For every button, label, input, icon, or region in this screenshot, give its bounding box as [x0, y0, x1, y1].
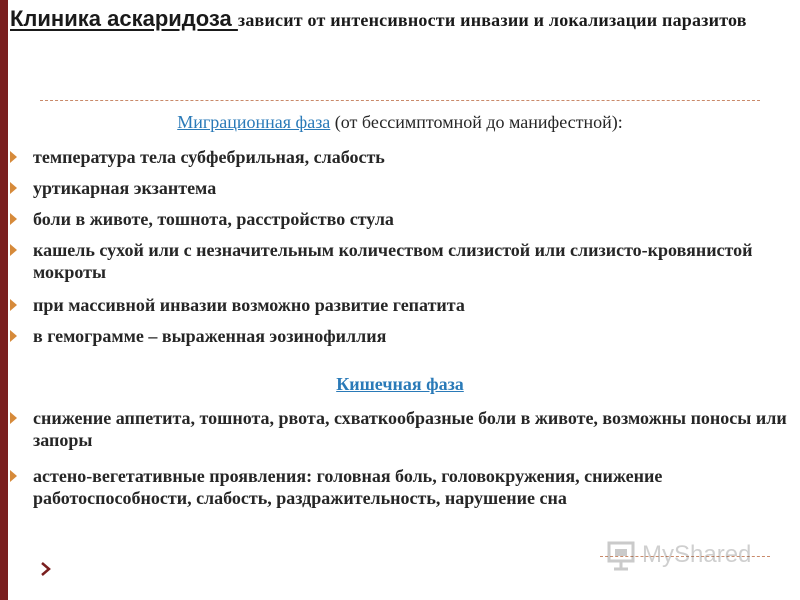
triangle-arrow-icon [10, 330, 17, 342]
title-divider [40, 100, 760, 101]
list-item [10, 294, 795, 316]
list-item-text: в гемограмме – выраженная эозинофиллия [33, 326, 387, 346]
presentation-logo-icon [606, 539, 636, 571]
triangle-arrow-icon [10, 182, 17, 194]
triangle-arrow-icon [10, 299, 17, 311]
list-item [10, 465, 795, 537]
intestinal-phase-link[interactable]: Кишечная фаза [336, 374, 464, 394]
migration-phase-suffix: (от бессимптомной до манифестной): [330, 112, 623, 132]
migration-bullet-list [10, 146, 795, 347]
intestinal-bullet-list [10, 407, 795, 537]
slide-title [10, 6, 790, 35]
triangle-arrow-icon [10, 470, 17, 482]
next-slide-icon[interactable] [41, 562, 51, 576]
list-item-text: астено-вегетативные проявления: головная боль, головокружения, снижение работоспособности, слабость, раздражительность, нарушение сна [33, 466, 663, 508]
list-item [10, 239, 795, 287]
intestinal-phase-heading [0, 373, 800, 395]
triangle-arrow-icon [10, 213, 17, 225]
slide-left-accent-bar [0, 0, 8, 600]
triangle-arrow-icon [10, 151, 17, 163]
triangle-arrow-icon [10, 412, 17, 424]
list-item [10, 146, 795, 168]
list-item [10, 177, 795, 199]
list-item-text: снижение аппетита, тошнота, рвота, схваткообразные боли в животе, возможны поносы или запоры [33, 408, 787, 450]
list-item [10, 208, 795, 230]
triangle-arrow-icon [10, 244, 17, 256]
list-item-text: уртикарная экзантема [33, 178, 217, 198]
migration-phase-link[interactable]: Миграционная фаза [177, 112, 331, 132]
watermark [606, 537, 786, 573]
slide-title-rest: зависит от интенсивности инвазии и локализации паразитов [237, 10, 747, 30]
list-item [10, 325, 795, 347]
list-item-text: при массивной инвазии возможно развитие гепатита [33, 295, 465, 315]
list-item-text: кашель сухой или с незначительным количеством слизистой или слизисто-кровянистой мокроты [33, 240, 753, 282]
list-item [10, 407, 795, 455]
slide-title-main: Клиника аскаридоза [10, 6, 238, 31]
watermark-text: MyShared [642, 541, 752, 568]
list-item-text: боли в животе, тошнота, расстройство стула [33, 209, 394, 229]
migration-phase-heading [0, 111, 800, 133]
list-item-text: температура тела субфебрильная, слабость [33, 147, 385, 167]
